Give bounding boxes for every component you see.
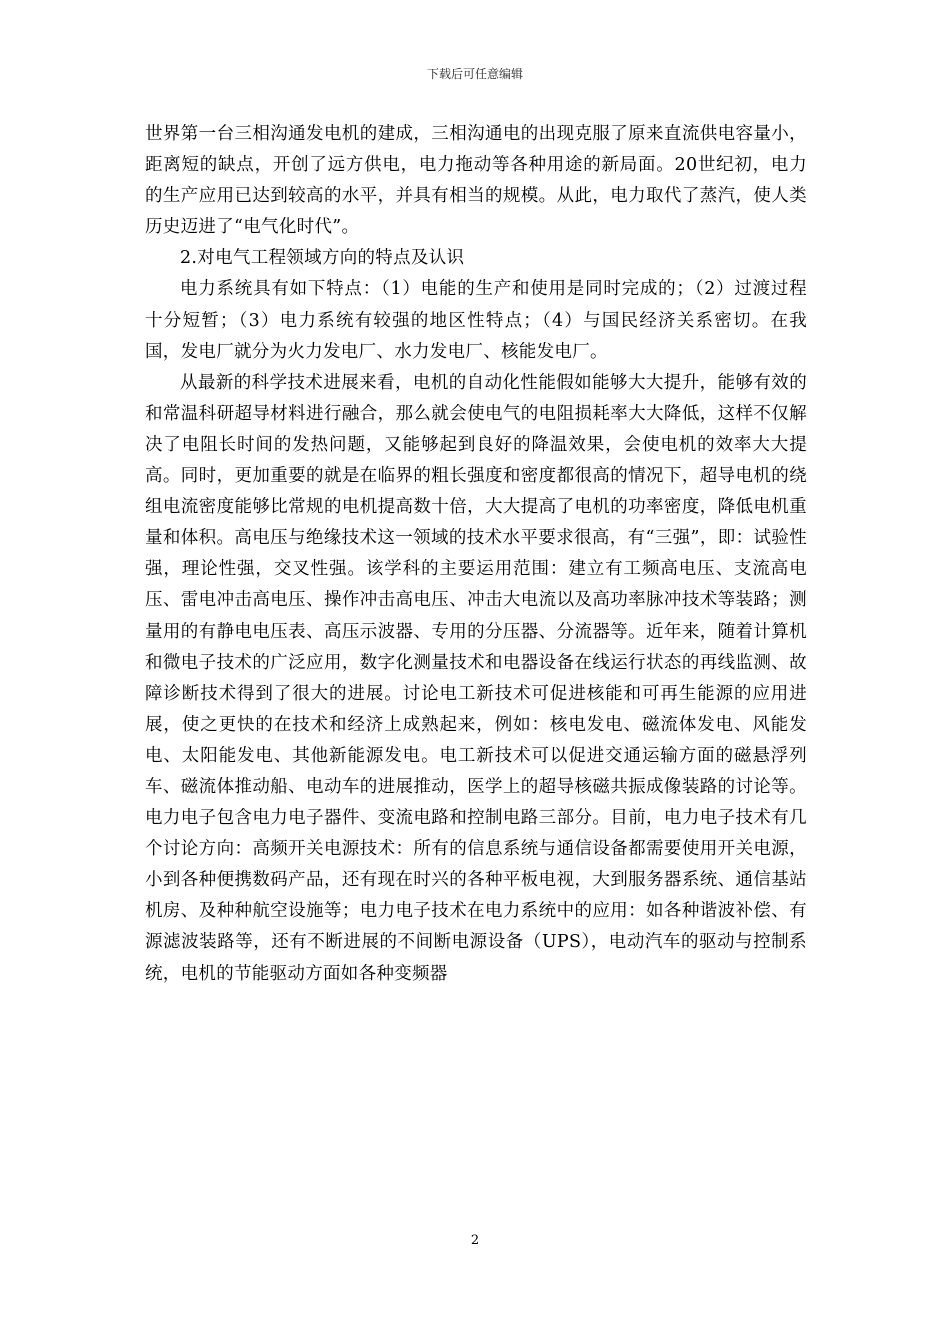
paragraph-technology-progress: 从最新的科学技术进展来看，电机的自动化性能假如能够大大提升，能够有效的和常温科研超导材料进行融合，那么就会使电气的电阻损耗率大大降低，这样不仅解决了电阻长时间的发热问题，又能够起到良好的降温效果，会使电机的效率大大提高。同时，更加重要的就是在临界的粗长强度和密度都很高的情况下，超导电机的绕组电流密度能够比常规的电机提高数十倍，大大提高了电机的功率密度，降低电机重量和体积。高电压与绝缘技术这一领域的技术水平要求很高，有“三强”，即：试验性强，理论性强，交叉性强。该学科的主要运用范围：建立有工频高电压、支流高电压、雷电冲击高电压、操作冲击高电压、冲击大电流以及高功率脉冲技术等装路；测量用的有静电电压表、高压示波器、专用的分压器、分流器等。近年来，随着计算机和微电子技术的广泛应用，数字化测量技术和电器设备在线运行状态的再线监测、故障诊断技术得到了很大的进展。讨论电工新技术可促进核能和可再生能源的应用进展，使之更快的在技术和经济上成熟起来，例如：核电发电、磁流体发电、风能发电、太阳能发电、其他新能源发电。电工新技术可以促进交通运输方面的磁悬浮列车、磁流体推动船、电动车的进展推动，医学上的超导核磁共振成像装路的讨论等。电力电子包含电力电子器件、变流电路和控制电路三部分。目前，电力电子技术有几个讨论方向：高频开关电源技术：所有的信息系统与通信设备都需要使用开关电源，小到各种便携数码产品，还有现在时兴的各种平板电视，大到服务器系统、通信基站机房、及种种航空设施等；电力电子技术在电力系统中的应用：如各种谐波补偿、有源滤波装路等，还有不断进展的不间断电源设备（UPS），电动汽车的驱动与控制系统，电机的节能驱动方面如各种变频器: [145, 372, 807, 984]
page-number-text: 2: [470, 1233, 480, 1248]
section-heading: 2.对电气工程领域方向的特点及认识: [180, 248, 465, 269]
paragraph-power-system-features: 电力系统具有如下特点：（1）电能的生产和使用是同时完成的；（2）过渡过程十分短暂；（3）电力系统有较强的地区性特点；（4）与国民经济关系密切。在我国，发电厂就分为火力发电厂、水力发电厂、核能发电厂。: [145, 279, 807, 362]
paragraph-continued: 世界第一台三相沟通发电机的建成，三相沟通电的出现克服了原来直流供电容量小，距离短的缺点，开创了远方供电，电力拖动等各种用途的新局面。20世纪初，电力的生产应用已达到较高的水平，并具有相当的规模。从此，电力取代了蒸汽，使人类历史迈进了“电气化时代”。: [145, 124, 807, 238]
header-text: 下载后可任意编辑: [426, 67, 523, 81]
document-body: [145, 119, 807, 990]
page-header: [0, 66, 950, 82]
page-number: [0, 1233, 950, 1249]
